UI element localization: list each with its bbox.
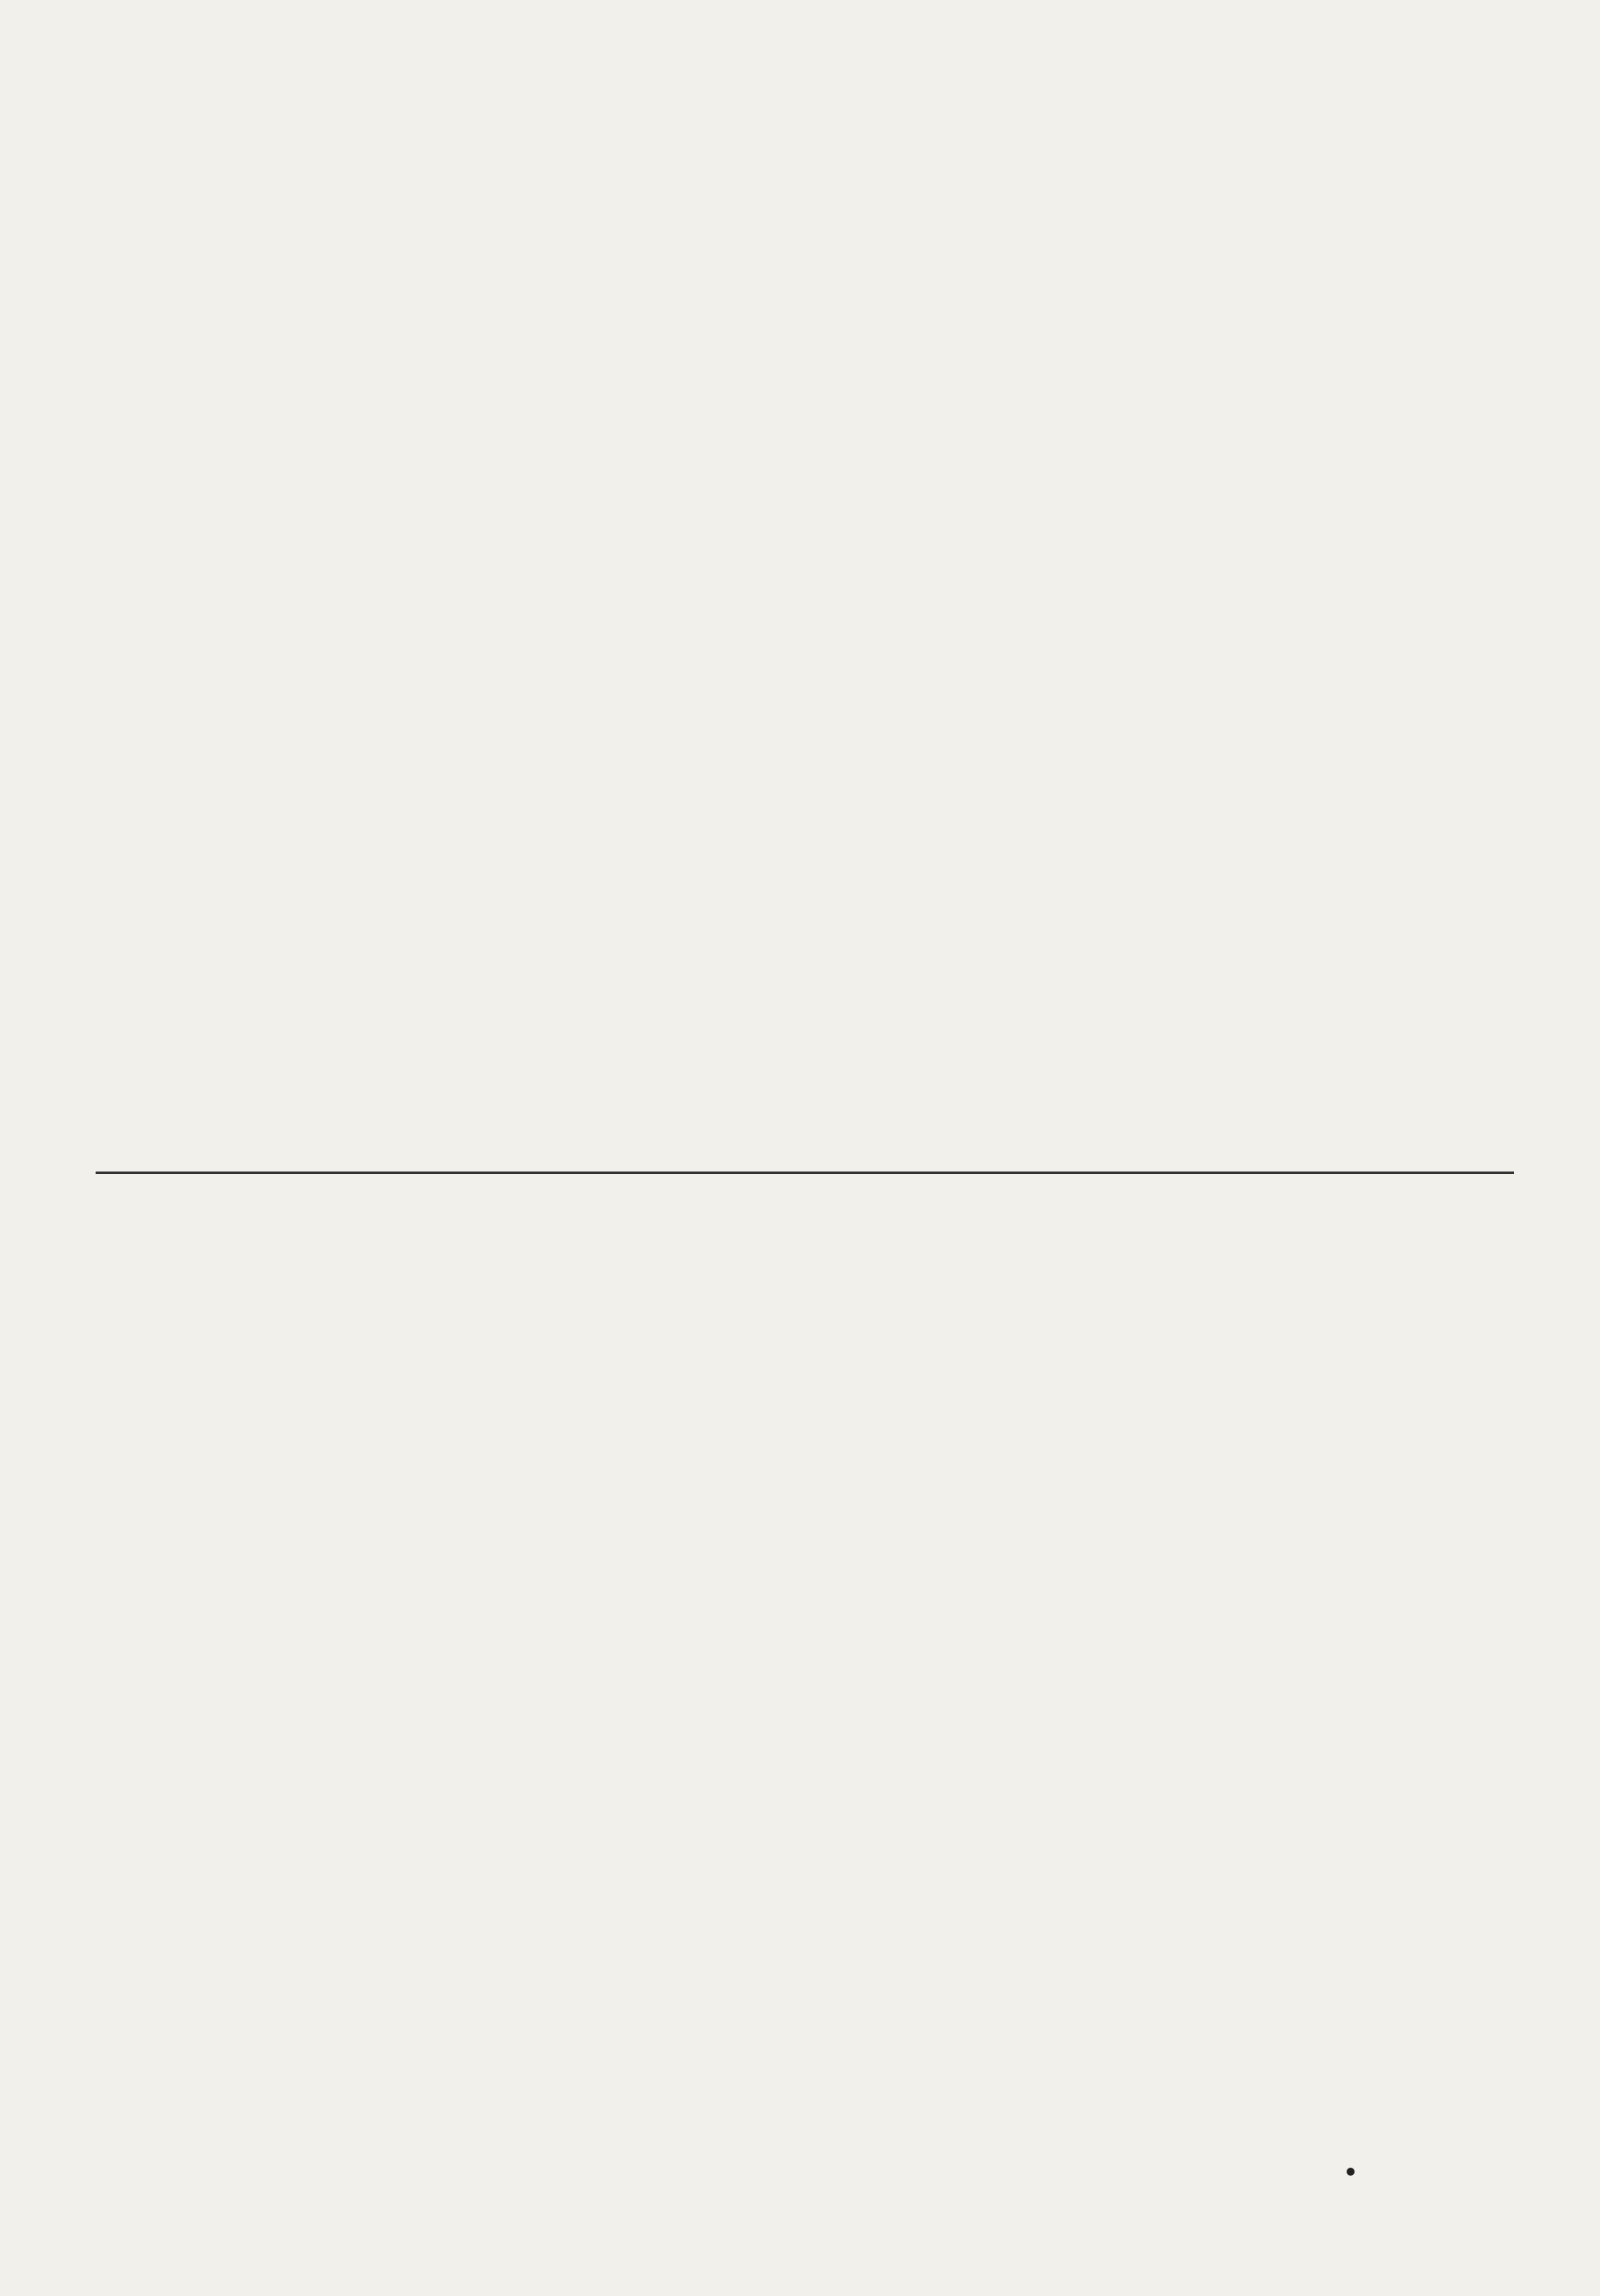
section-divider	[96, 1172, 1514, 1174]
ink-dot	[1347, 2168, 1355, 2176]
